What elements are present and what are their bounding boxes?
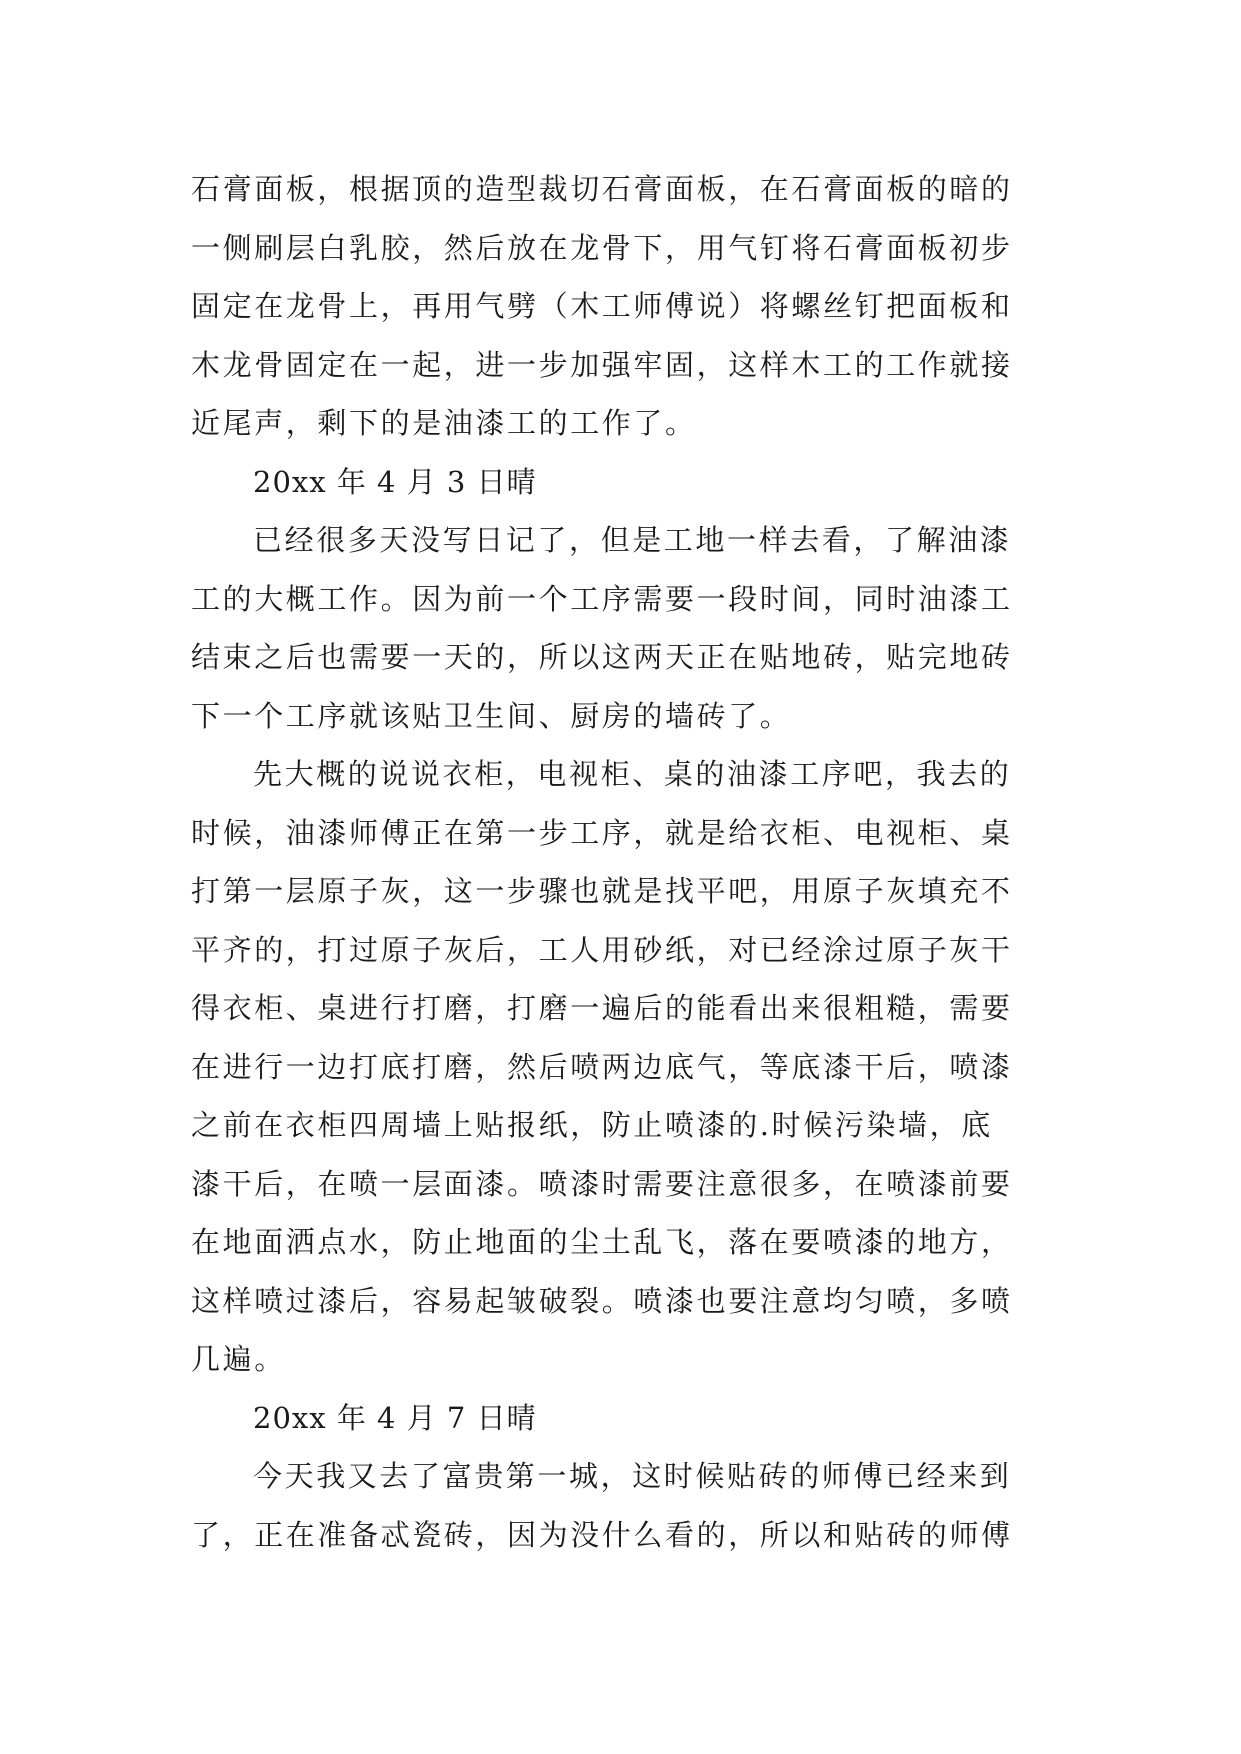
paragraph-first-line: 已经很多天没写日记了，但是工地一样去看，了解油漆 xyxy=(253,523,1012,557)
diary-date-heading: 20xx 年 4 月 3 日晴 xyxy=(253,464,537,499)
text-line: 在进行一边打底打磨，然后喷两边底气，等底漆干后，喷漆 xyxy=(191,1049,1013,1084)
text-line: 几遍。 xyxy=(191,1342,286,1376)
text-line: 平齐的，打过原子灰后，工人用砂纸，对已经涂过原子灰干 xyxy=(191,932,1013,967)
text-line: 时候，油漆师傅正在第一步工序，就是给衣柜、电视柜、桌 xyxy=(191,815,1013,850)
text-line: 石膏面板，根据顶的造型裁切石膏面板，在石膏面板的暗的 xyxy=(191,172,1013,206)
paragraph-first-line: 先大概的说说衣柜，电视柜、桌的油漆工序吧，我去的 xyxy=(253,757,1012,791)
text-line: 结束之后也需要一天的，所以这两天正在贴地砖，贴完地砖 xyxy=(191,640,1013,674)
text-line: 固定在龙骨上，再用气劈（木工师傅说）将螺丝钉把面板和 xyxy=(191,289,1013,323)
text-line: 木龙骨固定在一起，进一步加强牢固，这样木工的工作就接 xyxy=(191,347,1013,382)
text-line: 这样喷过漆后，容易起皱破裂。喷漆也要注意均匀喷，多喷 xyxy=(191,1283,1013,1318)
diary-date-heading: 20xx 年 4 月 7 日晴 xyxy=(253,1400,537,1435)
text-line: 打第一层原子灰，这一步骤也就是找平吧，用原子灰填充不 xyxy=(191,874,1013,908)
paragraph-first-line: 今天我又去了富贵第一城，这时候贴砖的师傅已经来到 xyxy=(253,1459,1012,1493)
text-line: 之前在衣柜四周墙上贴报纸，防止喷漆的.时候污染墙，底 xyxy=(191,1108,993,1142)
text-line: 工的大概工作。因为前一个工序需要一段时间，同时油漆工 xyxy=(191,581,1013,616)
text-line: 下一个工序就该贴卫生间、厨房的墙砖了。 xyxy=(191,698,792,733)
text-line: 在地面洒点水，防止地面的尘土乱飞，落在要喷漆的地方， xyxy=(191,1225,1013,1259)
text-line: 得衣柜、桌进行打磨，打磨一遍后的能看出来很粗糙，需要 xyxy=(191,991,1013,1025)
text-line: 一侧刷层白乳胶，然后放在龙骨下，用气钉将石膏面板初步 xyxy=(191,230,1013,265)
document-page xyxy=(191,160,1053,1564)
text-line: 了，正在准备忒瓷砖，因为没什么看的，所以和贴砖的师傅 xyxy=(191,1517,1013,1552)
text-line: 近尾声，剩下的是油漆工的工作了。 xyxy=(191,406,697,440)
text-line: 漆干后，在喷一层面漆。喷漆时需要注意很多，在喷漆前要 xyxy=(191,1166,1013,1201)
